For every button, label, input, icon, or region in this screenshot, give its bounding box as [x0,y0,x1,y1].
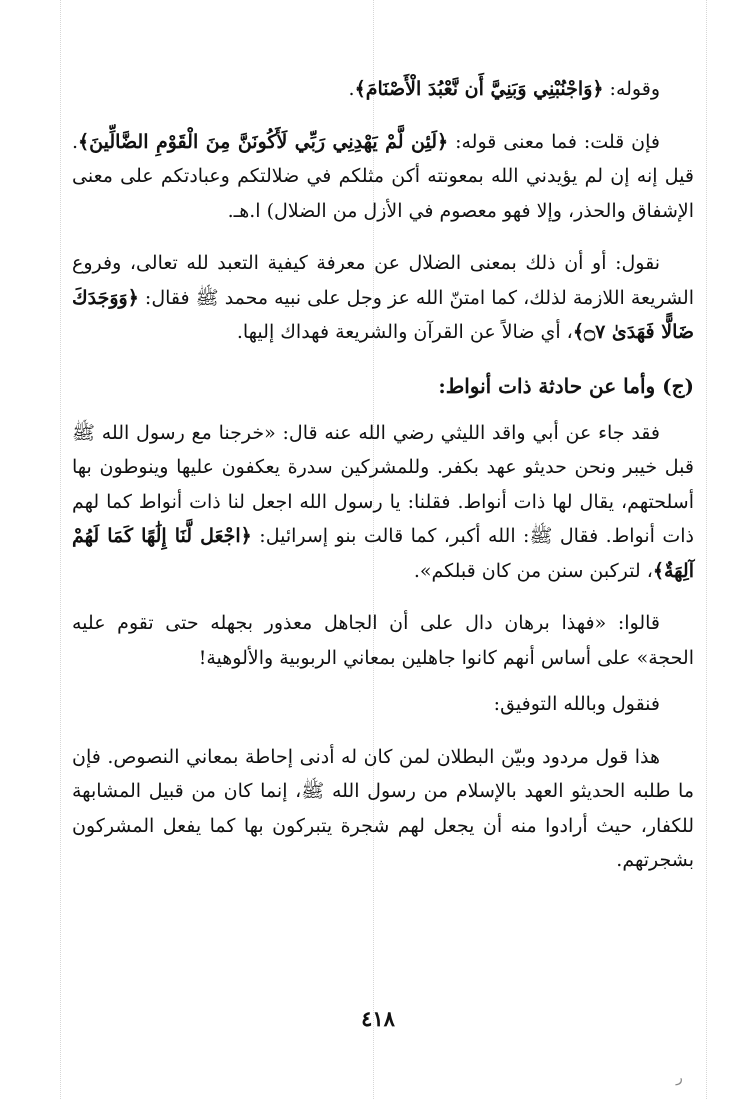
page-number: ٤١٨ [361,1006,395,1031]
paragraph-claim [72,606,694,675]
quran-verse: ﴿وَاجْنُبْنِي وَبَنِيَّ أَن نَّعْبُدَ الْأَصْنَامَ﴾ [354,78,604,100]
quran-verse: ﴿وَوَجَدَكَ ضَالًّا فَهَدَىٰ ۝٧﴾ [72,286,694,343]
paragraph-text: . قيل إنه إن لم يؤيدني الله بمعونته أكن مثلكم في ضلالتكم وعبادتكم على معنى الإشفاق والحذر، وإلا فهو معصوم في الأزل من الضلال) ا.هـ. [72,130,694,222]
paragraph-text: ، أي ضالاً عن القرآن والشريعة فهداك إليها. [236,321,573,343]
paragraph-text: ، لتركبن سنن من كان قبلكم». [413,559,653,582]
paragraph-text: فإن قلت: فما معنى قوله: [448,130,660,153]
paragraph-hadith [72,416,694,589]
paragraph-text: . [348,78,355,100]
quran-verse: ﴿اجْعَل لَّنَا إِلَٰهًا كَمَا لَهُمْ آلِهَةٌ﴾ [72,525,694,582]
paragraph-response [72,246,694,350]
page-body [72,72,694,878]
paragraph-text: هذا قول مردود وبيّن البطلان لمن كان له أدنى إحاطة بمعاني النصوص. فإن ما طلبه الحديثو العهد بالإسلام من رسول الله ﷺ، إنما كان من قبيل المشابهة للكفار، حيث أرادوا منه أن يجعل لهم شجرة يتبركون بها كما يفعل المشركون بشجرتهم. [72,745,694,871]
paragraph-text: قالوا: «فهذا برهان دال على أن الجاهل معذور بجهله حتى تقوم عليه الحجة» على أساس أنهم كانوا جاهلين بمعاني الربوبية والألوهية! [72,612,694,669]
paragraph-text: فقد جاء عن أبي واقد الليثي رضي الله عنه قال: «خرجنا مع رسول الله ﷺ قبل خيبر ونحن حديثو عهد بكفر. وللمشركين سدرة يعكفون عليها وينوطون بها أسلحتهم، يقال لها ذات أنواط. فقلنا: يا رسول الله اجعل لنا ذات أنواط كما لهم ذات أنواط. فقال ﷺ: الله أكبر، كما قالت بنو إسرائيل: [72,421,695,547]
paragraph-reply-intro [72,687,694,722]
paragraph-text: نقول: أو أن ذلك بمعنى الضلال عن معرفة كيفية التعبد لله تعالى، وفروع الشريعة اللازمة لذلك، كما امتنّ الله عز وجل على نبيه محمد ﷺ فقال: [72,252,694,309]
corner-mark: ر [676,1070,683,1086]
paragraph-rebuttal [72,740,694,878]
quran-verse: ﴿لَئِن لَّمْ يَهْدِنِي رَبِّي لَأَكُونَنَّ مِنَ الْقَوْمِ الضَّالِّينَ﴾ [78,130,449,153]
paragraph-quote-intro [72,72,694,107]
scan-rule-right [706,0,707,1099]
paragraph-text: وقوله: [603,78,660,100]
paragraph-question [72,125,694,229]
paragraph-text: فنقول وبالله التوفيق: [493,693,660,715]
section-heading: (ج) وأما عن حادثة ذات أنواط: [438,373,694,398]
scan-rule-left [60,0,61,1099]
